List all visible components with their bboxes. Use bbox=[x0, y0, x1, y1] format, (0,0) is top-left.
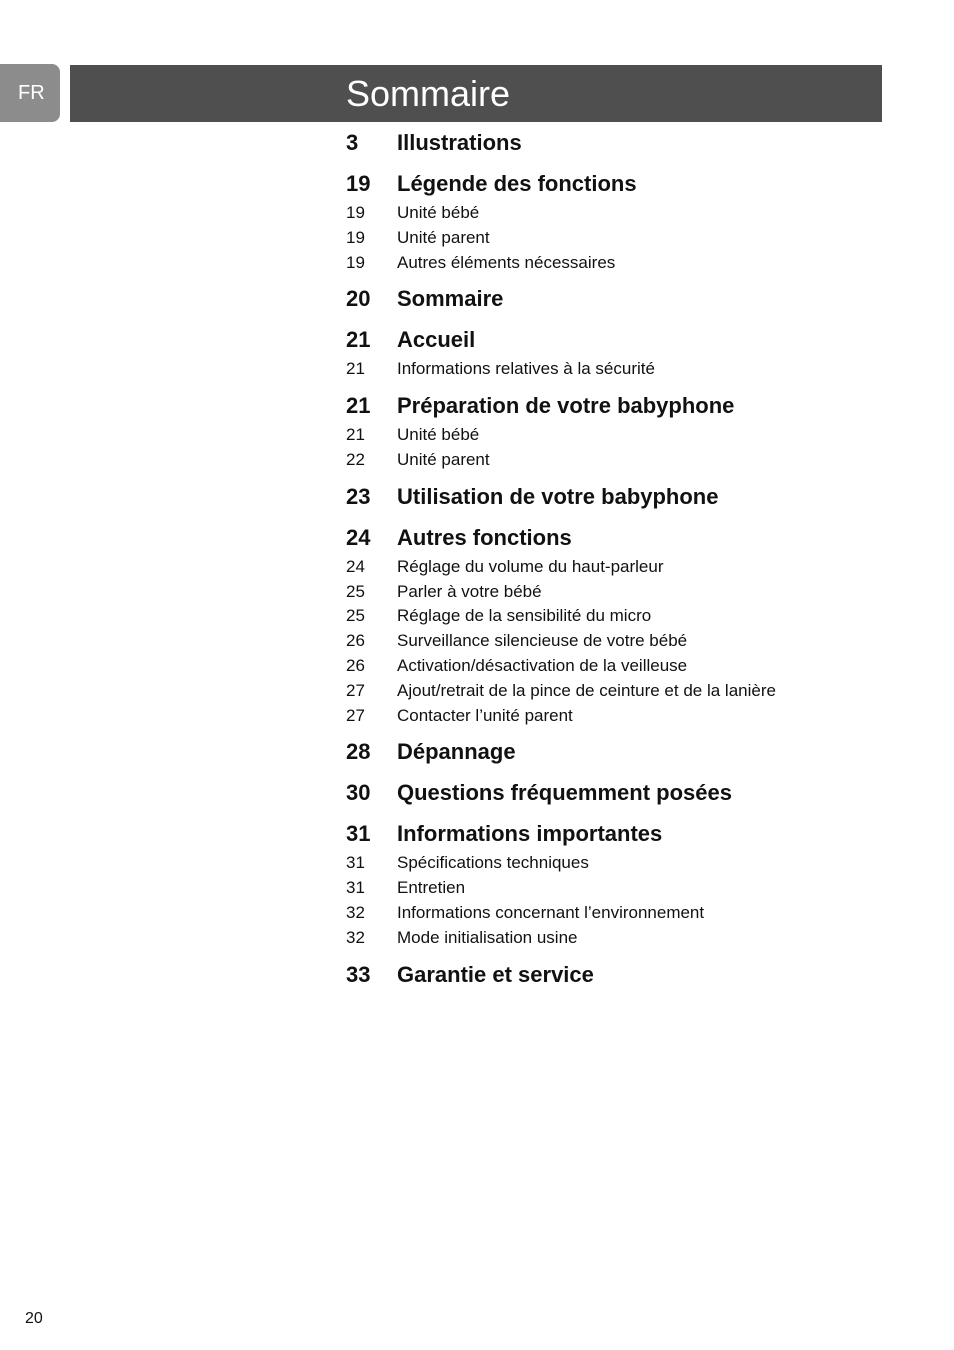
table-of-contents bbox=[346, 126, 866, 992]
toc-heading-page: 21 bbox=[346, 393, 371, 419]
toc-heading-page: 28 bbox=[346, 739, 371, 765]
toc-section bbox=[346, 817, 866, 950]
toc-entry-page: 25 bbox=[346, 606, 365, 626]
toc-entry-page: 22 bbox=[346, 449, 365, 469]
toc-entry-page: 21 bbox=[346, 359, 365, 379]
toc-entry[interactable] bbox=[346, 357, 866, 382]
toc-heading[interactable] bbox=[346, 480, 866, 514]
page-title: Sommaire bbox=[346, 73, 511, 114]
toc-heading-label: Garantie et service bbox=[397, 961, 594, 987]
toc-entry-page: 26 bbox=[346, 631, 365, 651]
toc-heading[interactable] bbox=[346, 521, 866, 555]
toc-heading-label: Légende des fonctions bbox=[397, 171, 637, 196]
toc-entry-page: 19 bbox=[346, 227, 365, 247]
page-number: 20 bbox=[25, 1310, 43, 1327]
toc-entry[interactable] bbox=[346, 679, 866, 704]
toc-entry-page: 25 bbox=[346, 581, 365, 601]
toc-entry-label: Réglage du volume du haut-parleur bbox=[397, 556, 664, 576]
toc-section bbox=[346, 323, 866, 382]
toc-entry-page: 31 bbox=[346, 878, 365, 898]
toc-entry[interactable] bbox=[346, 201, 866, 226]
language-tab: FR bbox=[0, 64, 60, 122]
toc-entry[interactable] bbox=[346, 876, 866, 901]
toc-entry-label: Unité bébé bbox=[397, 425, 480, 445]
toc-section bbox=[346, 776, 866, 810]
toc-entry-page: 21 bbox=[346, 425, 365, 445]
toc-heading-label: Utilisation de votre babyphone bbox=[397, 483, 719, 509]
toc-heading[interactable] bbox=[346, 323, 866, 357]
toc-entry-label: Spécifications techniques bbox=[397, 853, 589, 873]
toc-entry-page: 27 bbox=[346, 705, 365, 725]
toc-entry[interactable] bbox=[346, 604, 866, 629]
toc-entry[interactable] bbox=[346, 555, 866, 580]
toc-heading-label: Questions fréquemment posées bbox=[397, 780, 732, 806]
toc-section bbox=[346, 480, 866, 514]
toc-heading-label: Accueil bbox=[397, 327, 476, 353]
toc-heading-page: 31 bbox=[346, 821, 371, 847]
toc-entry-label: Unité parent bbox=[397, 449, 490, 469]
toc-entry-page: 31 bbox=[346, 853, 365, 873]
toc-entry-label: Autres éléments nécessaires bbox=[397, 252, 616, 272]
toc-heading-page: 30 bbox=[346, 780, 371, 806]
toc-entry-label: Informations relatives à la sécurité bbox=[397, 359, 655, 379]
toc-section bbox=[346, 521, 866, 729]
toc-entry-page: 19 bbox=[346, 203, 365, 222]
toc-section bbox=[346, 126, 866, 160]
toc-heading-label: Dépannage bbox=[397, 739, 516, 765]
toc-heading[interactable] bbox=[346, 126, 866, 160]
toc-entry-page: 26 bbox=[346, 655, 365, 675]
toc-entry[interactable] bbox=[346, 448, 866, 473]
toc-entry-label: Unité bébé bbox=[397, 203, 480, 222]
toc-entry-label: Contacter l’unité parent bbox=[397, 705, 573, 725]
toc-section bbox=[346, 389, 866, 473]
toc-heading-label: Illustrations bbox=[397, 130, 522, 155]
toc-entry-label: Surveillance silencieuse de votre bébé bbox=[397, 631, 688, 651]
toc-entry-label: Parler à votre bébé bbox=[397, 581, 542, 601]
toc-section bbox=[346, 735, 866, 769]
toc-entry[interactable] bbox=[346, 654, 866, 679]
toc-heading-page: 33 bbox=[346, 961, 371, 987]
toc-entry[interactable] bbox=[346, 629, 866, 654]
toc-entry[interactable] bbox=[346, 901, 866, 926]
toc-entry-page: 24 bbox=[346, 556, 365, 576]
toc-heading[interactable] bbox=[346, 776, 866, 810]
toc-entry[interactable] bbox=[346, 423, 866, 448]
toc-heading-label: Préparation de votre babyphone bbox=[397, 393, 735, 419]
toc-entry[interactable] bbox=[346, 851, 866, 876]
toc-entry[interactable] bbox=[346, 926, 866, 951]
toc-entry-label: Ajout/retrait de la pince de ceinture et de la lanière bbox=[397, 680, 776, 700]
toc-heading-label: Autres fonctions bbox=[397, 524, 572, 550]
toc-heading[interactable] bbox=[346, 958, 866, 992]
toc-entry[interactable] bbox=[346, 251, 866, 276]
toc-heading[interactable] bbox=[346, 817, 866, 851]
toc-entry[interactable] bbox=[346, 226, 866, 251]
toc-entry[interactable] bbox=[346, 704, 866, 729]
toc-heading-page: 19 bbox=[346, 171, 371, 196]
toc-entry-label: Mode initialisation usine bbox=[397, 927, 578, 947]
toc-heading-label: Informations importantes bbox=[397, 821, 663, 847]
toc-heading[interactable] bbox=[346, 282, 866, 316]
toc-heading-page: 20 bbox=[346, 286, 371, 312]
toc-heading-page: 23 bbox=[346, 483, 371, 509]
toc-entry-label: Unité parent bbox=[397, 227, 490, 247]
toc-entry-page: 27 bbox=[346, 680, 365, 700]
toc-entry-label: Informations concernant l’environnement bbox=[397, 902, 705, 922]
toc-heading-page: 3 bbox=[346, 130, 359, 155]
toc-heading[interactable] bbox=[346, 735, 866, 769]
title-bar bbox=[70, 65, 882, 122]
toc-entry-page: 32 bbox=[346, 927, 365, 947]
toc-entry-page: 32 bbox=[346, 902, 365, 922]
toc-heading[interactable] bbox=[346, 167, 866, 201]
toc-section bbox=[346, 958, 866, 992]
toc-heading-page: 21 bbox=[346, 327, 371, 353]
toc-entry[interactable] bbox=[346, 580, 866, 605]
toc-heading-label: Sommaire bbox=[397, 286, 504, 312]
toc-entry-label: Entretien bbox=[397, 878, 466, 898]
toc-heading-page: 24 bbox=[346, 524, 371, 550]
toc-section bbox=[346, 167, 866, 275]
toc-entry-page: 19 bbox=[346, 252, 365, 272]
toc-heading[interactable] bbox=[346, 389, 866, 423]
toc-entry-label: Activation/désactivation de la veilleuse bbox=[397, 655, 688, 675]
toc-section bbox=[346, 282, 866, 316]
toc-entry-label: Réglage de la sensibilité du micro bbox=[397, 606, 652, 626]
